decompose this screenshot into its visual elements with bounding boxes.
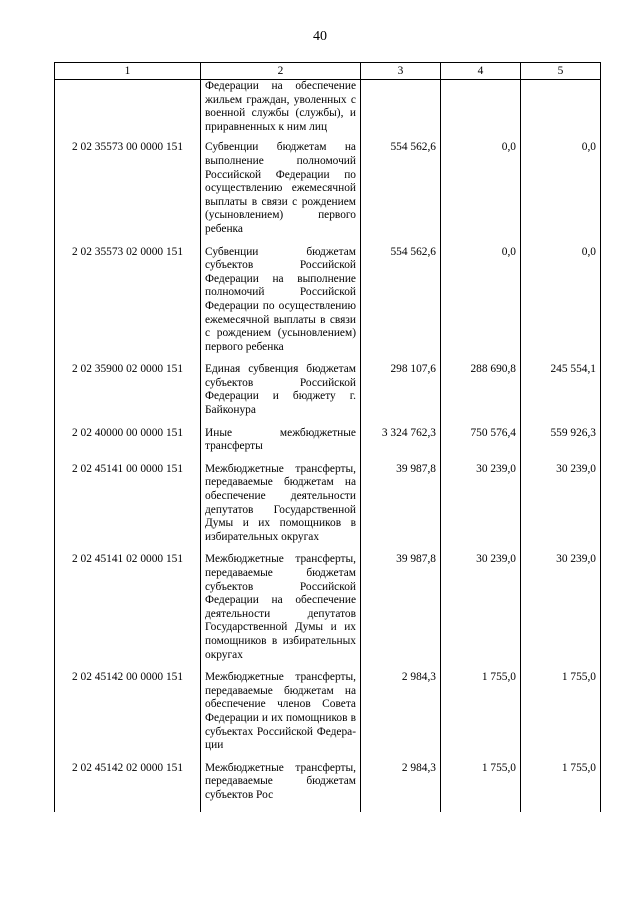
revenue-name-cell: Межбюджетные трансферты, передаваемые бюджетам субъектов Российской Федерации на обеспечение деятельности депутатов Государственной Думы и их помощников в избирательных округах bbox=[201, 553, 361, 671]
amount-col3-cell: 2 984,3 bbox=[361, 762, 441, 812]
amount-col3-cell: 39 987,8 bbox=[361, 463, 441, 554]
amount-col4-cell: 750 576,4 bbox=[441, 427, 521, 463]
budget-revenue-table bbox=[54, 62, 601, 812]
amount-col4-cell bbox=[441, 80, 521, 142]
revenue-name-cell: Межбюджетные трансферты, передаваемые бюджетам на обеспечение деятельности депутатов Государственной Думы и их помощников в избирательных округах bbox=[201, 463, 361, 554]
amount-col3-cell: 2 984,3 bbox=[361, 671, 441, 762]
table-row bbox=[55, 363, 601, 426]
amount-col5-cell: 245 554,1 bbox=[521, 363, 601, 426]
table-row bbox=[55, 246, 601, 364]
amount-col5-cell: 30 239,0 bbox=[521, 463, 601, 554]
budget-code-cell: 2 02 35900 02 0000 151 bbox=[55, 363, 201, 426]
budget-code-cell: 2 02 35573 02 0000 151 bbox=[55, 246, 201, 364]
amount-col3-cell: 39 987,8 bbox=[361, 553, 441, 671]
amount-col4-cell: 1 755,0 bbox=[441, 671, 521, 762]
table-row bbox=[55, 463, 601, 554]
budget-code-cell: 2 02 45142 00 0000 151 bbox=[55, 671, 201, 762]
amount-col5-cell: 30 239,0 bbox=[521, 553, 601, 671]
revenue-name-cell: Субвенции бюджетам на выполнение полномочий Российской Федерации по осуществлению ежемесячной выплаты в связи с рождением (усыновлением) первого ребенка bbox=[201, 141, 361, 245]
column-number-5: 5 bbox=[521, 63, 601, 80]
amount-col3-cell bbox=[361, 80, 441, 142]
amount-col5-cell: 1 755,0 bbox=[521, 671, 601, 762]
amount-col5-cell bbox=[521, 80, 601, 142]
amount-col5-cell: 0,0 bbox=[521, 246, 601, 364]
budget-code-cell: 2 02 35573 00 0000 151 bbox=[55, 141, 201, 245]
revenue-name-cell: Межбюджетные трансферты, передаваемые бюджетам на обеспечение членов Совета Федерации и их помощников в субъектах Российской Федерации bbox=[201, 671, 361, 762]
amount-col3-cell: 298 107,6 bbox=[361, 363, 441, 426]
amount-col4-cell: 30 239,0 bbox=[441, 553, 521, 671]
amount-col5-cell: 0,0 bbox=[521, 141, 601, 245]
table-row bbox=[55, 762, 601, 812]
revenue-name-cell: Субвенции бюджетам субъектов Российской Федерации на выполнение полномочий Российской Федерации по осуществлению ежемесячной выплаты в связи с рождением (усыновлением) первого ребенка bbox=[201, 246, 361, 364]
amount-col4-cell: 30 239,0 bbox=[441, 463, 521, 554]
column-number-3: 3 bbox=[361, 63, 441, 80]
table-row bbox=[55, 427, 601, 463]
amount-col4-cell: 1 755,0 bbox=[441, 762, 521, 812]
table-row bbox=[55, 671, 601, 762]
column-number-row bbox=[55, 63, 601, 80]
revenue-name-cell: Федерации на обеспечение жильем граждан, уволенных с военной службы (службы), и приравненных к ним лиц bbox=[201, 80, 361, 142]
budget-code-cell: 2 02 40000 00 0000 151 bbox=[55, 427, 201, 463]
amount-col3-cell: 3 324 762,3 bbox=[361, 427, 441, 463]
column-number-2: 2 bbox=[201, 63, 361, 80]
revenue-name-cell: Иные межбюджетные трансферты bbox=[201, 427, 361, 463]
amount-col5-cell: 1 755,0 bbox=[521, 762, 601, 812]
revenue-name-cell: Единая субвенция бюджетам субъектов Российской Федерации и бюджету г. Байконура bbox=[201, 363, 361, 426]
amount-col3-cell: 554 562,6 bbox=[361, 246, 441, 364]
amount-col4-cell: 288 690,8 bbox=[441, 363, 521, 426]
budget-code-cell: 2 02 45142 02 0000 151 bbox=[55, 762, 201, 812]
table-row bbox=[55, 553, 601, 671]
budget-code-cell: 2 02 45141 00 0000 151 bbox=[55, 463, 201, 554]
budget-code-cell bbox=[55, 80, 201, 142]
amount-col3-cell: 554 562,6 bbox=[361, 141, 441, 245]
page-number: 40 bbox=[313, 29, 327, 44]
revenue-name-cell: Межбюджетные трансферты, передаваемые бюджетам субъектов Рос bbox=[201, 762, 361, 812]
amount-col5-cell: 559 926,3 bbox=[521, 427, 601, 463]
amount-col4-cell: 0,0 bbox=[441, 141, 521, 245]
column-number-1: 1 bbox=[55, 63, 201, 80]
column-number-4: 4 bbox=[441, 63, 521, 80]
table-row bbox=[55, 141, 601, 245]
budget-code-cell: 2 02 45141 02 0000 151 bbox=[55, 553, 201, 671]
table-row bbox=[55, 80, 601, 142]
amount-col4-cell: 0,0 bbox=[441, 246, 521, 364]
